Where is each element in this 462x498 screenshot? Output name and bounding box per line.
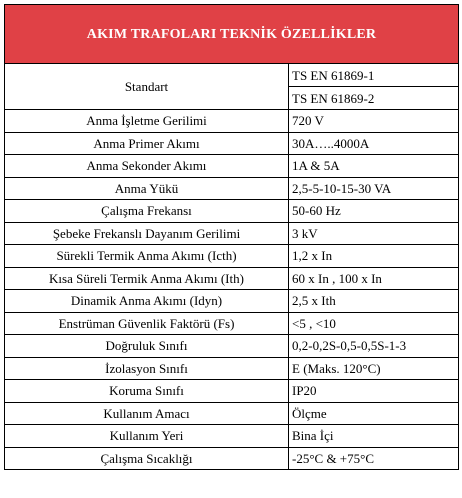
table-row xyxy=(5,357,459,380)
spec-label: Anma Primer Akımı xyxy=(5,132,289,155)
spec-label: Dinamik Anma Akımı (Idyn) xyxy=(5,290,289,313)
spec-value: E (Maks. 120°C) xyxy=(289,357,459,380)
spec-label: Çalışma Sıcaklığı xyxy=(5,447,289,470)
spec-label: Doğruluk Sınıfı xyxy=(5,335,289,358)
table-row xyxy=(5,447,459,470)
spec-value: Bina İçi xyxy=(289,425,459,448)
spec-label: Sürekli Termik Anma Akımı (Icth) xyxy=(5,245,289,268)
spec-value: Ölçme xyxy=(289,402,459,425)
table-header-row xyxy=(5,5,459,64)
spec-value: 720 V xyxy=(289,110,459,133)
spec-value: IP20 xyxy=(289,380,459,403)
spec-label: Kısa Süreli Termik Anma Akımı (Ith) xyxy=(5,267,289,290)
table-row xyxy=(5,335,459,358)
standard-value-1: TS EN 61869-1 xyxy=(289,64,459,87)
spec-value: 60 x In , 100 x In xyxy=(289,267,459,290)
standard-label: Standart xyxy=(5,64,289,110)
spec-label: Anma Yükü xyxy=(5,177,289,200)
table-row xyxy=(5,402,459,425)
table-row xyxy=(5,245,459,268)
spec-label: Kullanım Yeri xyxy=(5,425,289,448)
spec-label: Anma Sekonder Akımı xyxy=(5,155,289,178)
spec-sheet xyxy=(4,4,458,470)
spec-table xyxy=(4,4,459,470)
table-row xyxy=(5,380,459,403)
spec-label: Koruma Sınıfı xyxy=(5,380,289,403)
table-title: AKIM TRAFOLARI TEKNİK ÖZELLİKLER xyxy=(5,5,459,64)
spec-value: <5 , <10 xyxy=(289,312,459,335)
standard-row xyxy=(5,64,459,87)
table-row xyxy=(5,155,459,178)
table-row xyxy=(5,267,459,290)
spec-value: -25°C & +75°C xyxy=(289,447,459,470)
spec-label: Çalışma Frekansı xyxy=(5,200,289,223)
spec-label: İzolasyon Sınıfı xyxy=(5,357,289,380)
spec-value: 30A…..4000A xyxy=(289,132,459,155)
spec-value: 0,2-0,2S-0,5-0,5S-1-3 xyxy=(289,335,459,358)
spec-value: 50-60 Hz xyxy=(289,200,459,223)
table-row xyxy=(5,110,459,133)
table-row xyxy=(5,177,459,200)
spec-label: Şebeke Frekanslı Dayanım Gerilimi xyxy=(5,222,289,245)
table-row xyxy=(5,425,459,448)
spec-value: 1A & 5A xyxy=(289,155,459,178)
spec-value: 2,5 x Ith xyxy=(289,290,459,313)
spec-value: 3 kV xyxy=(289,222,459,245)
table-row xyxy=(5,312,459,335)
spec-label: Anma İşletme Gerilimi xyxy=(5,110,289,133)
table-row xyxy=(5,222,459,245)
spec-value: 2,5-5-10-15-30 VA xyxy=(289,177,459,200)
spec-label: Kullanım Amacı xyxy=(5,402,289,425)
table-row xyxy=(5,132,459,155)
table-row xyxy=(5,200,459,223)
table-row xyxy=(5,290,459,313)
spec-value: 1,2 x In xyxy=(289,245,459,268)
standard-value-2: TS EN 61869-2 xyxy=(289,87,459,110)
spec-label: Enstrüman Güvenlik Faktörü (Fs) xyxy=(5,312,289,335)
